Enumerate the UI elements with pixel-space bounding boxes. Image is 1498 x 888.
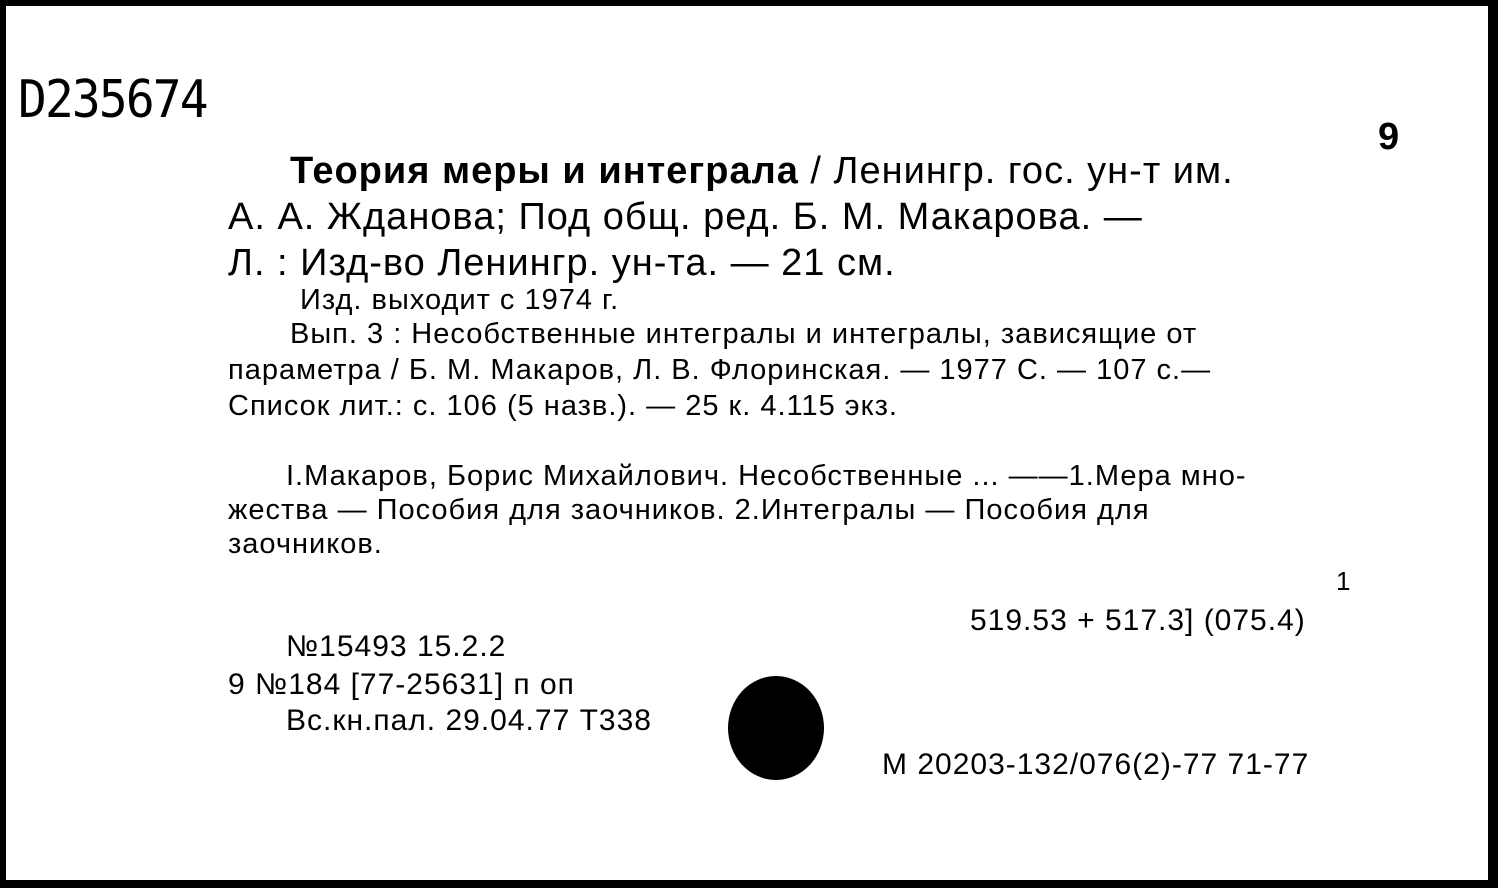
classification-mark: 1 — [1336, 566, 1352, 596]
title-bold: Теория меры и интеграла — [290, 150, 799, 192]
volume-line-2: параметра / Б. М. Макаров, Л. В. Флоринская. — 1977 С. — 107 с.— — [228, 354, 1212, 386]
publication-note: Изд. выходит с 1974 г. — [300, 284, 620, 316]
card-number: 9 — [1378, 116, 1400, 158]
record-line-1: №15493 15.2.2 — [286, 630, 507, 663]
catalog-card — [6, 6, 1488, 880]
volume-line-3: Список лит.: с. 106 (5 назв.). — 25 к. 4.115 экз. — [228, 390, 898, 422]
volume-line-1: Вып. 3 : Несобственные интегралы и интегралы, зависящие от — [290, 318, 1198, 350]
title-line-1 — [290, 152, 1234, 190]
title-rest: / Ленингр. гос. ун-т им. — [798, 150, 1234, 192]
title-line-3: Л. : Изд-во Ленингр. ун-та. — 21 см. — [228, 242, 896, 284]
subjects-line-3: заочников. — [228, 528, 383, 560]
subjects-line-2: жества — Пособия для заочников. 2.Интегралы — Пособия для — [228, 494, 1150, 526]
printing-code: М 20203-132/076(2)-77 71-77 — [882, 748, 1310, 781]
accession-number: D235674 — [18, 70, 207, 130]
punch-hole-dot — [728, 676, 824, 780]
record-line-3: Вс.кн.пал. 29.04.77 Т338 — [286, 704, 652, 737]
title-line-2: А. А. Жданова; Под общ. ред. Б. М. Макарова. — — [228, 196, 1143, 238]
subjects-line-1: I.Макаров, Борис Михайлович. Несобственные ... ——1.Мера мно- — [286, 460, 1247, 492]
record-line-2: 9 №184 [77-25631] п оп — [228, 668, 575, 701]
classification: 519.53 + 517.3] (075.4) — [970, 604, 1306, 637]
